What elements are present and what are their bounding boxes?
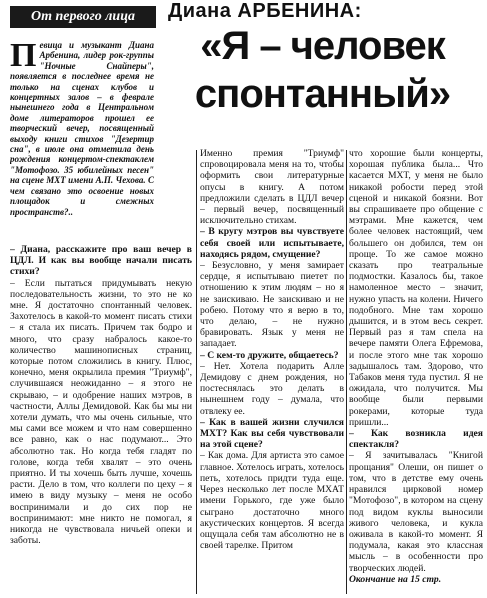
lead-paragraph [10,40,154,240]
interview-answer: Именно премия "Триумф" спровоцировала меня на то, чтобы оформить свои литературные опусы в книгу. А потом предложили сделать в ЦДЛ вечер – первый вечер, посвященный исключительно стихам. [200,148,344,227]
headline: «Я – человек спонтанный» [194,24,451,116]
interview-answer: – Нет. Хотела подарить Алле Демидову с днем рождения, но постеснялась это делать в нынешнем году – думала, что отвлеку ее. [200,360,344,417]
interview-answer: – Если пытаться придумывать некую последовательность жизни, то это не ко мне. Я достаточно спонтанный человек. Захотелось в какой-то момент писать стихи – я стала их писать. Причем так бодро и много, что сразу набралось какое-то количество машинописных страниц, которые потом сложились в книгу. Плюс, конечно, меня окрылила премия "Триумф", случившаяся неожиданно – я этого не скрываю, – и одобрение наших мэтров, в частности, Аллы Демидовой. Как бы мы ни хотели думать, что мы очень сильные, что мы сами все можем и что нам совершенно все равно, как о нас подумают... Это абсолютно так. Но когда тебя гладят по голове, когда тебя хвалят – это очень приятно. И ты хочешь быть лучше, хочешь расти. Дело в том, что коллеги по цеху – я имею в виду музыку – меня не особо воспринимали и до сих пор не воспринимают: мне никто не помогал, я никогда не чувствовала ничьей опеки и заботы. [10,277,192,547]
interview-answer: – Безусловно, у меня замирает сердце, я испытываю пиетет по отношению к этим людям – но я не заискиваю. Не заискиваю и не робею. Потому что я верю в то, что делаю, – не нужно бравировать. Язык у меня не западает. [200,260,344,350]
interview-question: – Как возникла идея спектакля? [349,428,483,451]
interview-question: – В кругу мэтров вы чувствуете себя своей или испытываете, находясь рядом, смущение? [200,226,344,260]
byline: Диана АРБЕНИНА: [168,0,362,22]
interview-answer: – Как дома. Для артиста это самое главное. Хотелось играть, хотелось петь, хотелось придти туда еще. Через несколько лет после МХАТ имени Горького, где уже было сыграно достаточно много акустических концертов. Я всегда ощущала себя там абсолютно не в своей тарелке. Притом [200,450,344,552]
drop-cap: П [10,40,37,74]
article-column-1 [10,244,192,594]
interview-question: – Диана, расскажите про ваш вечер в ЦДЛ. И как вы вообще начали писать стихи? [10,244,192,278]
continuation-note: Окончание на 15 стр. [349,573,442,585]
lead-text: евица и музыкант Диана Арбенина, лидер рок-группы "Ночные Снайперы", появляется в последнее время не только на сценах клубов и концертных залов – в феврале нынешнего года в Центральном доме литераторов прошел ее творческий вечер, посвященный выходу книги стихов "Дезертир сна", в июле она отметила день рождения концертом-спектаклем "Мотофозо. 35 юбилейных песен" на сцене МХТ имени А.П. Чехова. С чем связано это освоение новых площадок и смежных пространств?.. [10,40,154,217]
interview-question: – Как в вашей жизни случился МХТ? Как вы себя чувствовали на этой сцене? [200,416,344,451]
column-divider-2 [346,150,347,594]
article-column-2 [200,148,344,594]
interview-answer: что хорошие были концерты, хорошая публика была... Что касается МХТ, у меня не было никакой робости перед этой сценой и никакой боязни. Вот вы спрашиваете про общение с мэтрами. Мне кажется, чем более человек настоящий, чем большего он добился, тем он проще. То же самое можно сказать про театральные подмостки. Казалось бы, такое намоленное место – значит, нужно упасть на колени. Ничего подобного. Мне там хорошо дышится, и в этом весь секрет. Первый раз я там спела на вечере памяти Олега Ефремова, и после этого мне так хорошо задышалось там. Здорово, что Табаков меня туда пустил. Я не ожидала, что получится. Мы вообще были первыми рокерами, которые туда пришли... [349,148,483,428]
interview-answer: – Я зачитывалась "Книгой прощания" Олеши, он пишет о том, что в детстве ему очень нравился цирковой номер "Мотофозо", в котором на сцену под видом куклы выносили живого человека, и кукла оживала в какой-то момент. Я подумала, какая это классная мысль – в особенности про творческих людей. [349,450,483,574]
rubric-label: От первого лица [10,6,156,28]
column-divider-1 [196,150,197,594]
article-column-3 [349,148,483,594]
interview-question: – С кем-то дружите, общаетесь? [200,349,339,361]
